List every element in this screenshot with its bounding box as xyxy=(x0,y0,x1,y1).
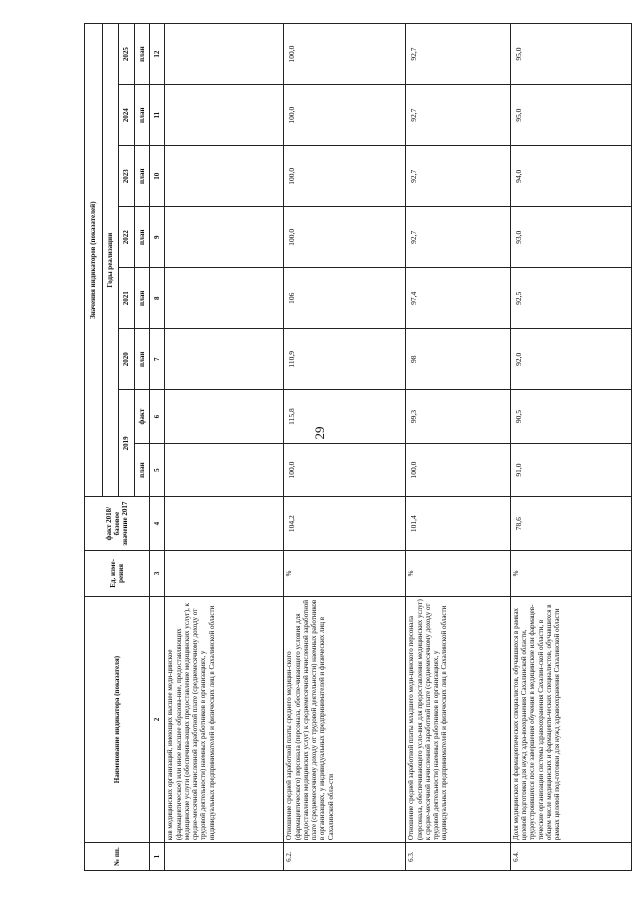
column-number: 12 xyxy=(150,24,165,85)
header-name: Наименование индикатора (показателя) xyxy=(85,596,150,842)
value-cell: 100,0 xyxy=(284,24,406,85)
header-year-2019: 2019 xyxy=(119,390,135,497)
unit-cell: % xyxy=(284,550,406,596)
column-number: 2 xyxy=(150,596,165,842)
value-cell xyxy=(165,390,284,444)
value-cell: 91,0 xyxy=(510,443,631,497)
row-num xyxy=(165,843,284,871)
value-cell: 100,0 xyxy=(406,443,511,497)
header-num: № пп. xyxy=(85,843,150,871)
value-cell: 78,6 xyxy=(510,497,631,551)
header-year-2020: 2020 xyxy=(119,329,135,390)
value-cell xyxy=(165,146,284,207)
value-cell: 115,8 xyxy=(284,390,406,444)
indicator-name: Отношение средней заработной платы младшего меди-цинского персонала (персонала, обеспечивающего усло-вия для предоставления медицинских услуг) к средне-месячной начисленной заработной плате (среднемесячному доходу от трудовой деятельности) наемных работников в организациях, у индивидуальных предпринимателей и физических лиц в Сахалинской области xyxy=(406,596,511,842)
value-cell xyxy=(165,329,284,390)
value-cell: 110,9 xyxy=(284,329,406,390)
column-number: 5 xyxy=(150,443,165,497)
value-cell: 94,0 xyxy=(510,146,631,207)
value-cell: 92,7 xyxy=(406,24,511,85)
header-year-2021: 2021 xyxy=(119,268,135,329)
value-cell: 100,0 xyxy=(284,443,406,497)
header-year-2025: 2025 xyxy=(119,24,135,85)
header-plan: план xyxy=(135,207,150,268)
value-cell: 104,2 xyxy=(284,497,406,551)
header-plan: план xyxy=(135,24,150,85)
row-num: 6.4. xyxy=(510,843,631,871)
value-cell: 92,5 xyxy=(510,268,631,329)
header-years-title: Годы реализации xyxy=(103,24,119,497)
row-num: 6.3. xyxy=(406,843,511,871)
column-number: 9 xyxy=(150,207,165,268)
value-cell xyxy=(165,207,284,268)
header-fact-2018: факт 2018/ базовое значение 2017 xyxy=(85,497,150,551)
unit-cell: % xyxy=(406,550,511,596)
table-row xyxy=(406,24,511,871)
header-year-2024: 2024 xyxy=(119,85,135,146)
column-number-row xyxy=(150,24,165,871)
value-cell: 100,0 xyxy=(284,146,406,207)
value-cell: 92,0 xyxy=(510,329,631,390)
table-row xyxy=(284,24,406,871)
value-cell xyxy=(165,443,284,497)
header-plan: план xyxy=(135,146,150,207)
value-cell: 90,5 xyxy=(510,390,631,444)
header-unit: Ед. изме-рения xyxy=(85,550,150,596)
table-row xyxy=(510,24,631,871)
value-cell: 92,7 xyxy=(406,207,511,268)
value-cell: 99,3 xyxy=(406,390,511,444)
header-year-2022: 2022 xyxy=(119,207,135,268)
header-plan: план xyxy=(135,443,150,497)
unit-cell: % xyxy=(510,550,631,596)
value-cell: 92,7 xyxy=(406,146,511,207)
value-cell: 100,0 xyxy=(284,85,406,146)
column-number: 8 xyxy=(150,268,165,329)
value-cell: 97,4 xyxy=(406,268,511,329)
header-plan: план xyxy=(135,329,150,390)
value-cell: 93,0 xyxy=(510,207,631,268)
value-cell: 101,4 xyxy=(406,497,511,551)
value-cell xyxy=(165,24,284,85)
header-fact: факт xyxy=(135,390,150,444)
value-cell xyxy=(165,268,284,329)
header-plan: план xyxy=(135,268,150,329)
indicators-table xyxy=(84,23,632,871)
column-number: 3 xyxy=(150,550,165,596)
value-cell: 95,0 xyxy=(510,85,631,146)
column-number: 1 xyxy=(150,843,165,871)
value-cell: 106 xyxy=(284,268,406,329)
page-number: 29 xyxy=(312,426,327,440)
indicator-name: Доля медицинских и фармацевтических специалистов, обучавшихся в рамках целевой подготовки для нужд здра-воохранения Сахалинской области, трудоустроившихся после завершения обучения в медицинские или фармацев-тические организации системы здравоохранения Сахалин-ской области, в общем числе медицинских и фармацевти-ческих специалистов, обучавшихся в рамках целевой под-готовки для нужд здравоохранения Сахалинской области xyxy=(510,596,631,842)
header-values-title: Значения индикаторов (показателей) xyxy=(85,24,103,497)
value-cell: 92,7 xyxy=(406,85,511,146)
column-number: 4 xyxy=(150,497,165,551)
header-year-2023: 2023 xyxy=(119,146,135,207)
column-number: 7 xyxy=(150,329,165,390)
unit-cell xyxy=(165,550,284,596)
value-cell: 95,0 xyxy=(510,24,631,85)
column-number: 10 xyxy=(150,146,165,207)
rotated-table-container xyxy=(84,23,632,871)
indicator-name: Отношение средней заработной платы среднего медицин-ского (фармацевтического) персонала (персонала, обеспе-чивающего условия для предоставления медицинских услуг) к среднемесячной начисленной заработной плате (среднемесячному доходу от трудовой деятельности) наемных работников в организациях, у индивидуальных предпринимателей и физических лиц в Сахалинской обла-сти xyxy=(284,596,406,842)
value-cell: 100,0 xyxy=(284,207,406,268)
column-number: 6 xyxy=(150,390,165,444)
header-plan: план xyxy=(135,85,150,146)
table-row xyxy=(165,24,284,871)
value-cell xyxy=(165,85,284,146)
indicator-name: ков медицинских организаций, имеющих высшее меди-цинское (фармацевтическое) или иное высшее образова-ние, предоставляющих медицинские услуги (обеспечива-ющих предоставление медицинских услуг), к средне-месячной начисленной заработной плате (среднемесячному доходу от трудовой деятельности) наемных работников в организациях, у индивидуальных предпринимателей и физических лиц в Сахалинской области xyxy=(165,596,284,842)
value-cell: 98 xyxy=(406,329,511,390)
row-num: 6.2. xyxy=(284,843,406,871)
value-cell xyxy=(165,497,284,551)
column-number: 11 xyxy=(150,85,165,146)
